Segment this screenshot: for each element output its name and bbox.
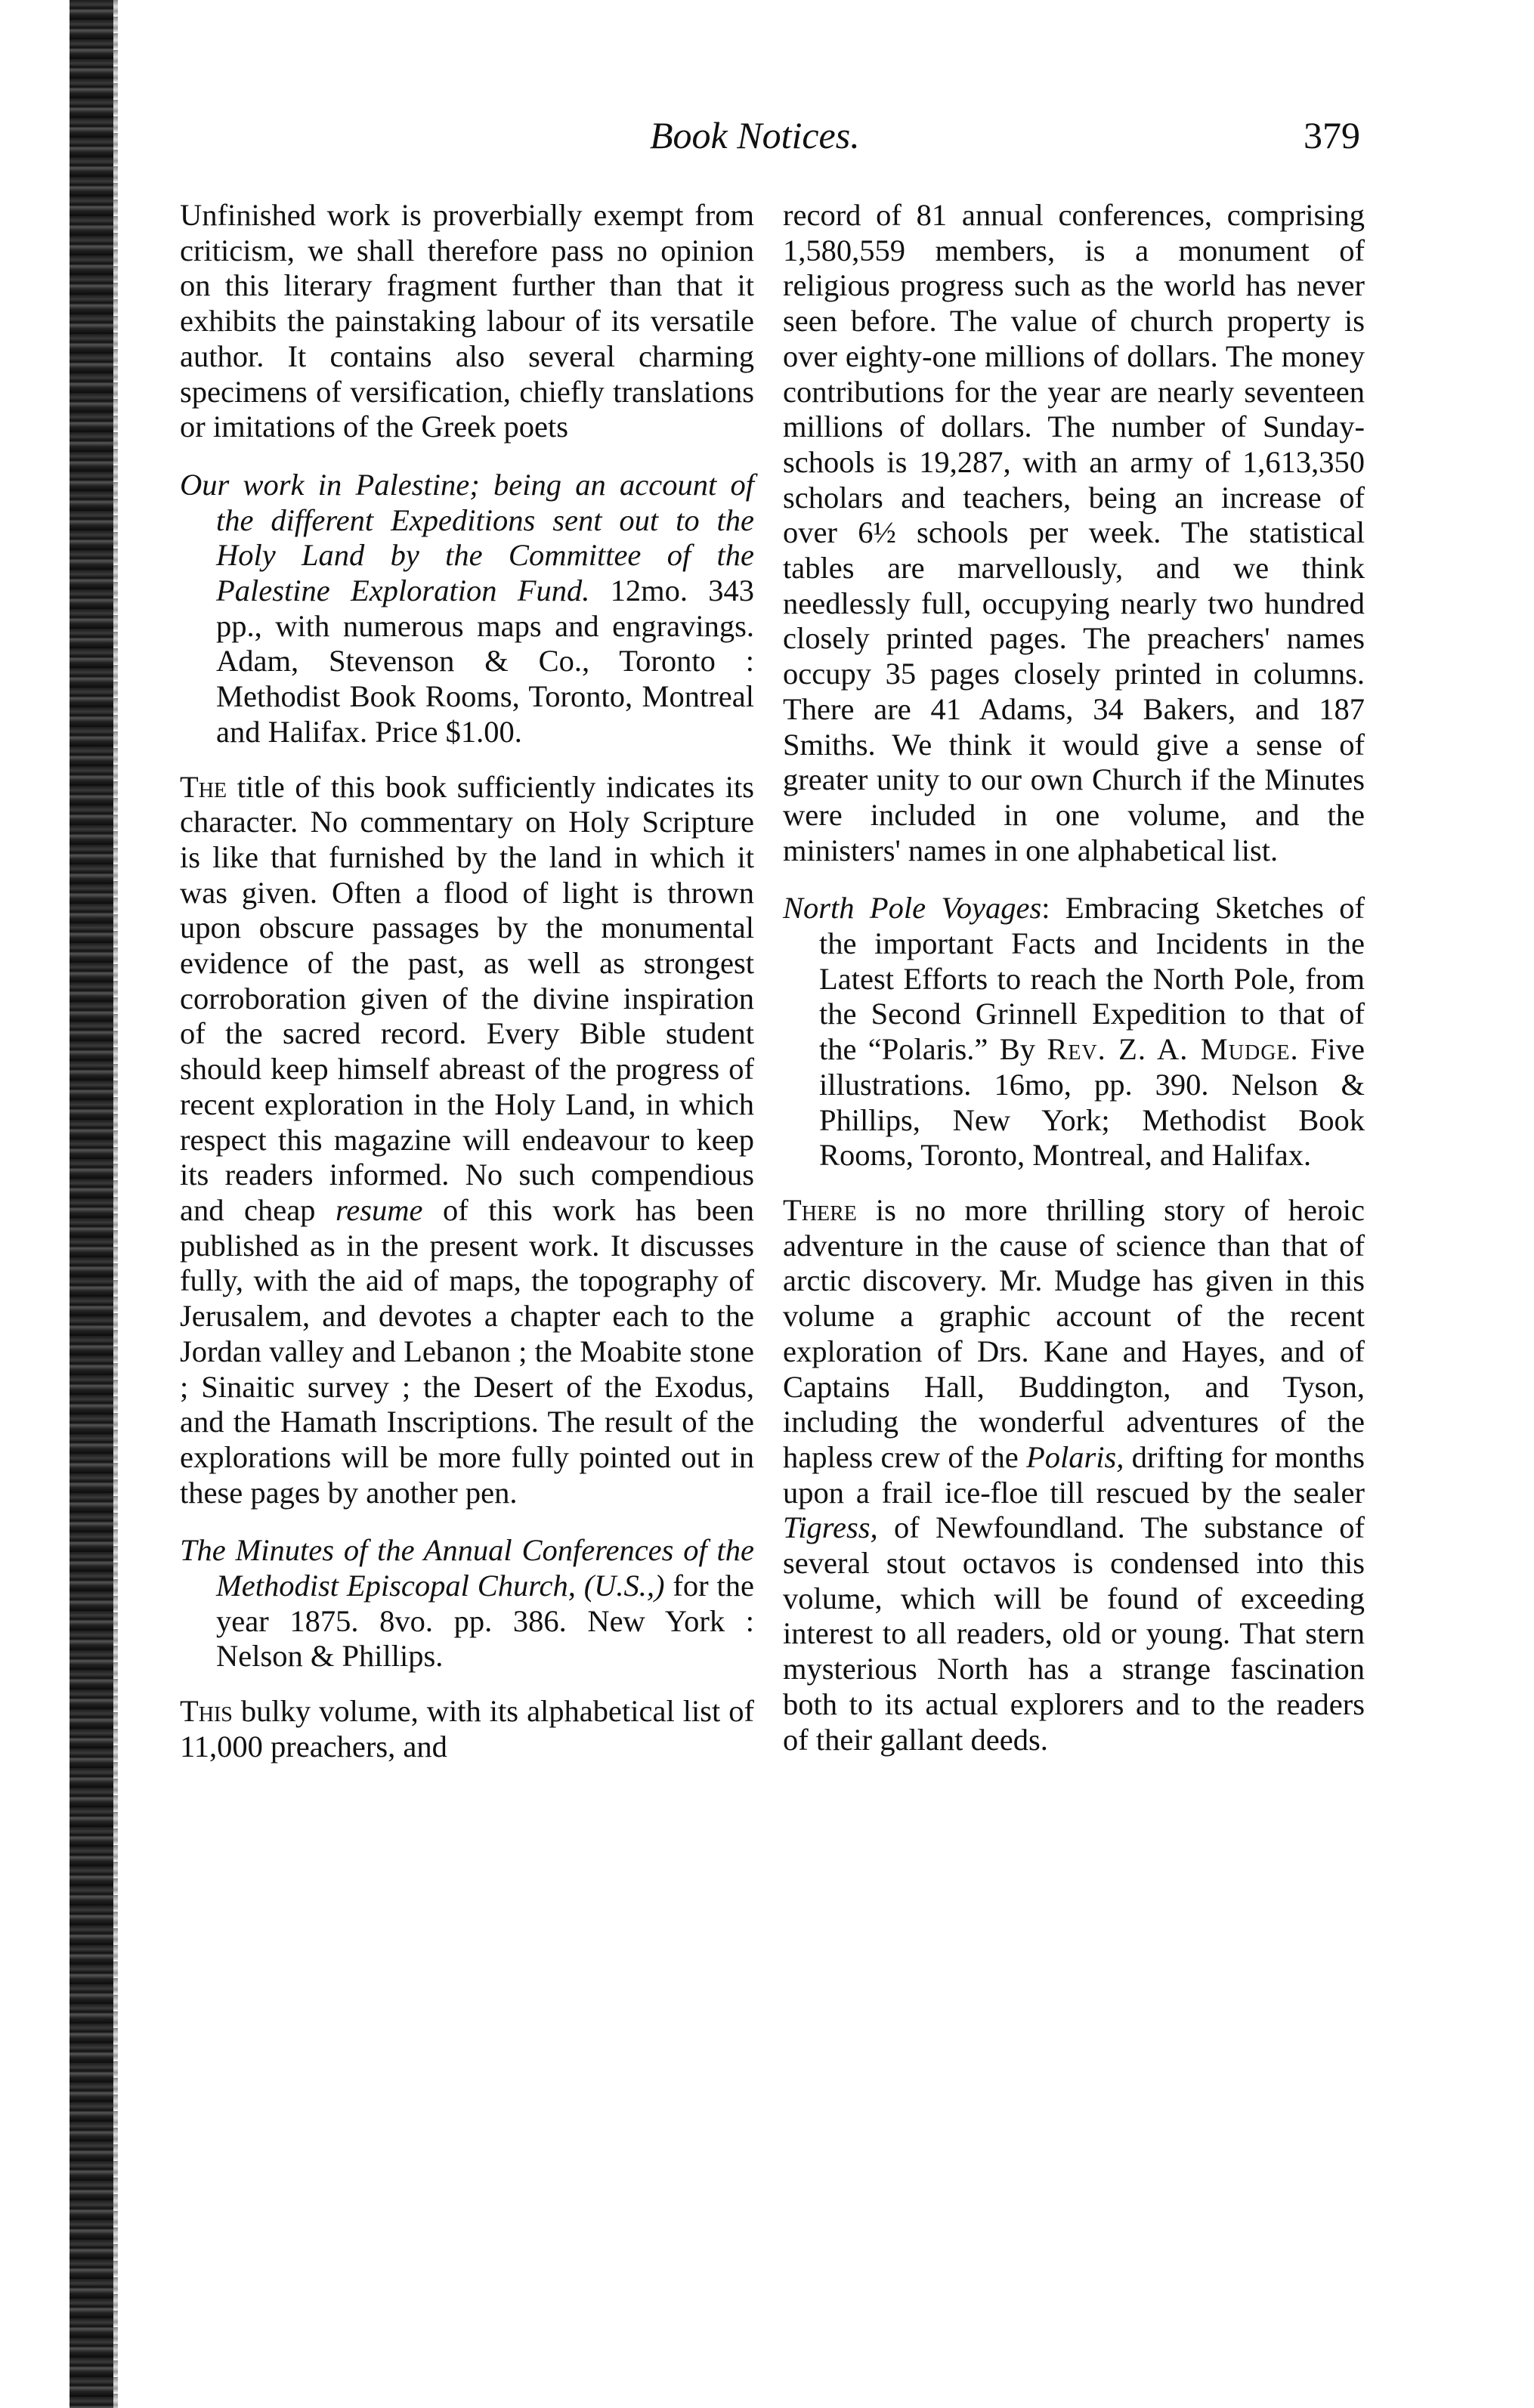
ship-name: Tigress, — [783, 1510, 878, 1545]
book-author: Rev. Z. A. Mudge. — [1047, 1032, 1299, 1067]
continued-review-paragraph: Unfinished work is proverbially exempt from criticism, we shall therefore pass no opinion on this literary fragment further than that it exhibits the painstaking labour of its versatile author. It contains also several charming specimens of versification, chiefly translations or imitations of the Greek poets — [180, 198, 754, 444]
review-lead-word: The — [180, 769, 227, 804]
book-notice-north-pole — [783, 891, 1365, 1173]
running-header — [650, 113, 1360, 166]
book-title: The Minutes of the Annual Conferences of the Methodist Episcopal Church, (U.S.,) — [180, 1533, 754, 1603]
review-palestine — [180, 770, 754, 1511]
book-title: Our work in Palestine; being an account of the different Expeditions sent out to the Holy Land by the Committee of the Palestine Exploration Fund. — [180, 467, 754, 608]
book-spine-edge — [70, 0, 113, 2408]
review-text: drifting for months upon a frail ice-floe till rescued by the sealer — [783, 1439, 1365, 1510]
running-title: Book Notices. — [650, 114, 860, 156]
left-column — [180, 198, 754, 1765]
book-details: 12mo. 343 pp., with numerous maps and engravings. Adam, Stevenson & Co., Toronto : Methodist Book Rooms, Toronto, Montreal and Halifax. Price $1.00. — [216, 573, 754, 749]
ship-name: Polaris, — [1025, 1439, 1124, 1474]
book-details: : Embracing Sketches of the important Facts and Incidents in the Latest Efforts to reach the North Pole, from the Second Grinnell Expedition to that of the “Polaris.” By — [819, 891, 1365, 1067]
book-details: for the year 1875. 8vo. pp. 386. New York : Nelson & Phillips. — [216, 1569, 754, 1674]
review-text: of Newfoundland. The substance of several stout octavos is condensed into this volume, which will be found of exceeding interest to all readers, old or young. That stern mysterious North has a strange fascination both to its actual explorers and to the readers of their gallant deeds. — [783, 1510, 1365, 1757]
book-title: North Pole Voyages — [783, 891, 1042, 926]
review-text: title of this book sufficiently indicates its character. No commentary on Holy Scripture is like that furnished by the land in which it was given. Often a flood of light is thrown upon obscure passages by the monumental evidence of the past, as well as strongest corroboration given of the divine inspiration of the sacred record. Every Bible student should keep himself abreast of the progress of recent exploration in the Holy Land, in which respect this magazine will endeavour to keep its readers informed. No such compendious and cheap — [180, 769, 754, 1227]
book-notice-minutes — [180, 1533, 754, 1674]
page-number: 379 — [1304, 114, 1360, 156]
book-details: Five illustrations. 16mo, pp. 390. Nelson & Phillips, New York; Methodist Book Rooms, Toronto, Montreal, and Halifax. — [819, 1032, 1365, 1173]
review-lead-word: There — [783, 1192, 857, 1227]
review-text: is no more thrilling story of heroic adventure in the cause of science than that of arctic discovery. Mr. Mudge has given in this volume a graphic account of the recent exploration of Drs. Kane and Hayes, and of Captains Hall, Buddington, and Tyson, including the wonderful adventures of the hapless crew of the — [783, 1192, 1365, 1474]
review-text: bulky volume, with its alphabetical list of 11,000 preachers, and — [180, 1694, 754, 1763]
review-lead-word: This — [180, 1694, 233, 1729]
review-minutes-continued: record of 81 annual conferences, comprising 1,580,559 members, is a monument of religious progress such as the world has never seen before. The value of church property is over eighty-one millions of dollars. The money contributions for the year are nearly seventeen millions of dollars. The number of Sunday-schools is 19,287, with an army of 1,613,350 scholars and teachers, being an increase of over 6½ schools per week. The statistical tables are marvellously, and we think needlessly full, occupying nearly two hundred closely printed pages. The preachers' names occupy 35 pages closely printed in columns. There are 41 Adams, 34 Bakers, and 187 Smiths. We think it would give a sense of greater unity to our own Church if the Minutes were included in one volume, and the ministers' names in one alphabetical list. — [783, 198, 1365, 867]
right-column — [783, 198, 1365, 1757]
book-notice-palestine — [180, 468, 754, 750]
review-emphasis: resume — [335, 1192, 423, 1227]
review-text: of this work has been published as in the present work. It discusses fully, with the aid of maps, the topography of Jerusalem, and devotes a chapter each to the Jordan valley and Lebanon ; the Moabite stone ; Sinaitic survey ; the Desert of the Exodus, and the Hamath Inscriptions. The result of the explorations will be more fully pointed out in these pages by another pen. — [180, 1192, 755, 1510]
review-north-pole — [783, 1193, 1365, 1757]
review-minutes-start — [180, 1694, 754, 1764]
